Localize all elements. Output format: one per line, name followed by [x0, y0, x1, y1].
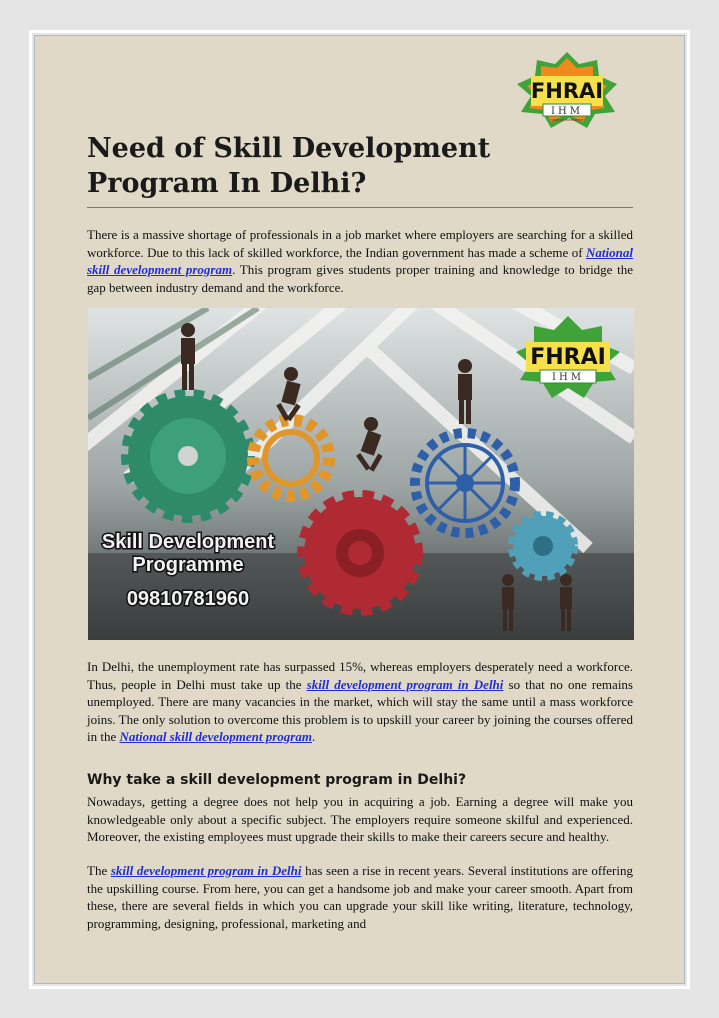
logo-tagline: need of excellence: [550, 118, 584, 122]
banner-phone: 09810781960: [126, 588, 250, 610]
national-program-link[interactable]: National skill development program: [87, 244, 633, 277]
banner-heading-line1: Skill Development: [101, 531, 275, 553]
intro-paragraph: [87, 226, 633, 296]
intro-text-before: There is a massive shortage of professionals in a job market where employers are searching for a skilled workforce. Due to this lack of skilled workforce, the Indian government has made a scheme of: [87, 227, 633, 260]
last-text-before: The: [87, 863, 111, 878]
skill-program-delhi-link[interactable]: skill development program in Delhi: [306, 676, 504, 692]
banner-logo-main: FHRAI: [530, 345, 606, 370]
logo-main-text: FHRAI: [530, 79, 604, 103]
banner-heading-line2: Programme: [132, 554, 244, 576]
delhi-text-after: .: [311, 729, 316, 744]
red-gear: [304, 497, 416, 609]
last-text-after: has seen a rise in recent years. Several institutions are offering the upskilling course. From here, you can get a handsome job and make your career smooth. Apart from these, there are several fields in which you can upgrade your skill like writing, literature, technology, programming, designing, professional, marketing and: [87, 863, 633, 931]
fhrai-logo: [507, 50, 627, 130]
page-title: Need of Skill Development Program In Delhi?: [87, 133, 491, 199]
last-paragraph: [87, 862, 633, 932]
teal-gear: [513, 516, 573, 576]
document-page: [35, 36, 684, 983]
skill-program-delhi-link-2[interactable]: skill development program in Delhi: [110, 863, 302, 878]
national-program-link-2[interactable]: National skill development program: [119, 729, 312, 744]
delhi-paragraph: [87, 658, 633, 746]
section-heading: Why take a skill development program in Delhi?: [87, 772, 467, 788]
why-paragraph: Nowadays, getting a degree does not help you in acquiring a job. Earning a degree will make you knowledgeable only about a specific subject. The employers require someone skilful and experienced. Moreover, the existing employees must upgrade their skills to make their careers secure and healthy.: [87, 794, 633, 844]
skill-development-banner: [88, 308, 634, 640]
banner-logo-sub: IHM: [552, 372, 584, 383]
delhi-text-before: In Delhi, the unemployment rate has surpassed 15%, whereas employers desperately need a workforce. Thus, people in Delhi must take up the: [87, 659, 633, 692]
logo-sub-text: IHM: [551, 106, 583, 117]
title-underline: [87, 207, 633, 208]
green-gear: [128, 396, 248, 516]
intro-text-after: . This program gives students proper training and knowledge to bridge the gap between industry demand and the workforce.: [87, 262, 633, 295]
delhi-text-middle: so that no one remains unemployed. There are many vacancies in the market, which will stay the same until a mass workforce joins. The only solution to overcome this problem is to upskill your career by joining the courses offered in the: [87, 676, 633, 744]
